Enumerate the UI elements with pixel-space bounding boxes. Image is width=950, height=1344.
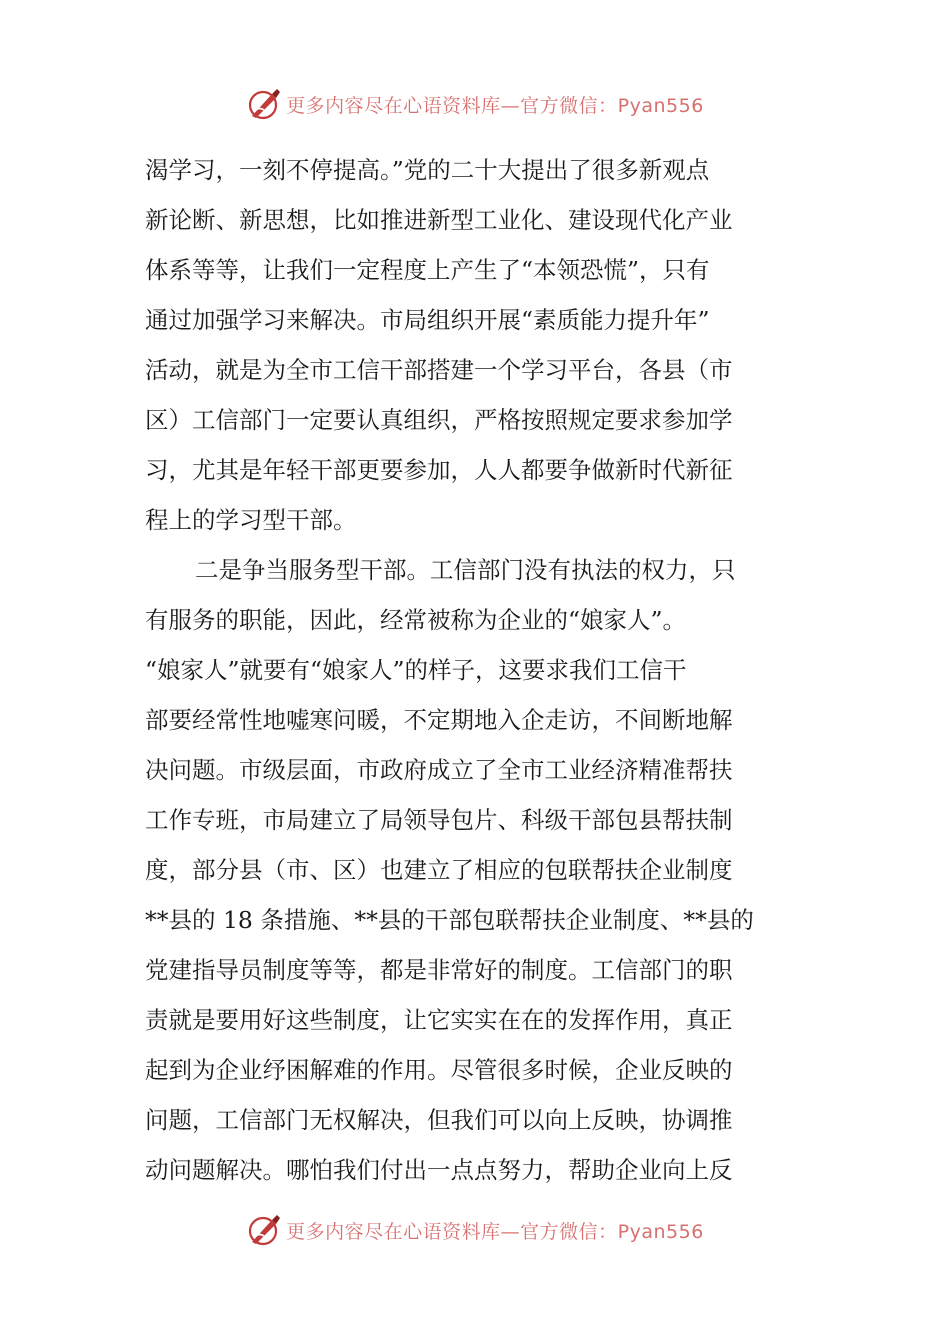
wechat-id: Pyan556 [617,94,704,117]
text-line: 区）工信部门一定要认真组织，严格按照规定要求参加学 [145,406,733,434]
text-line: 责就是要用好这些制度，让它实实在在的发挥作用，真正 [145,1006,733,1034]
text-line: 程上的学习型干部。 [145,506,357,534]
watermark-text: 更多内容尽在心语资料库—官方微信：Pyan556 [286,1220,704,1243]
text-line: **县的 18 条措施、**县的干部包联帮扶企业制度、**县的 [145,906,754,934]
text-line: 动问题解决。哪怕我们付出一点点努力，帮助企业向上反 [145,1156,733,1184]
text-line: 起到为企业纾困解难的作用。尽管很多时候，企业反映的 [145,1056,733,1084]
pen-nib-circle-icon [246,86,282,122]
text-line: 活动，就是为全市工信干部搭建一个学习平台，各县（市 [145,356,733,384]
text-line: 新论断、新思想，比如推进新型工业化、建设现代化产业 [145,206,733,234]
header-watermark [0,84,950,124]
text-line: 渴学习，一刻不停提高。”党的二十大提出了很多新观点 [145,156,710,184]
text-line: “娘家人”就要有“娘家人”的样子，这要求我们工信干 [145,656,687,684]
footer-watermark [0,1210,950,1250]
text-line: 决问题。市级层面，市政府成立了全市工业经济精准帮扶 [145,756,733,784]
pen-nib-circle-icon [246,1212,282,1248]
wechat-id: Pyan556 [617,1220,704,1243]
text-line: 通过加强学习来解决。市局组织开展“素质能力提升年” [145,306,710,334]
text-line: 有服务的职能，因此，经常被称为企业的“娘家人”。 [145,606,687,634]
document-body [145,145,807,1195]
text-line: 工作专班，市局建立了局领导包片、科级干部包县帮扶制 [145,806,733,834]
text-line: 习，尤其是年轻干部更要参加，人人都要争做新时代新征 [145,456,733,484]
text-line: 度，部分县（市、区）也建立了相应的包联帮扶企业制度 [145,856,733,884]
text-line: 问题，工信部门无权解决，但我们可以向上反映，协调推 [145,1106,733,1134]
paragraph-start-line: 二是争当服务型干部。工信部门没有执法的权力，只 [195,556,736,584]
text-line: 体系等等，让我们一定程度上产生了“本领恐慌”，只有 [145,256,710,284]
watermark-text: 更多内容尽在心语资料库—官方微信：Pyan556 [286,94,704,117]
text-line: 党建指导员制度等等，都是非常好的制度。工信部门的职 [145,956,733,984]
text-line: 部要经常性地嘘寒问暖，不定期地入企走访，不间断地解 [145,706,733,734]
